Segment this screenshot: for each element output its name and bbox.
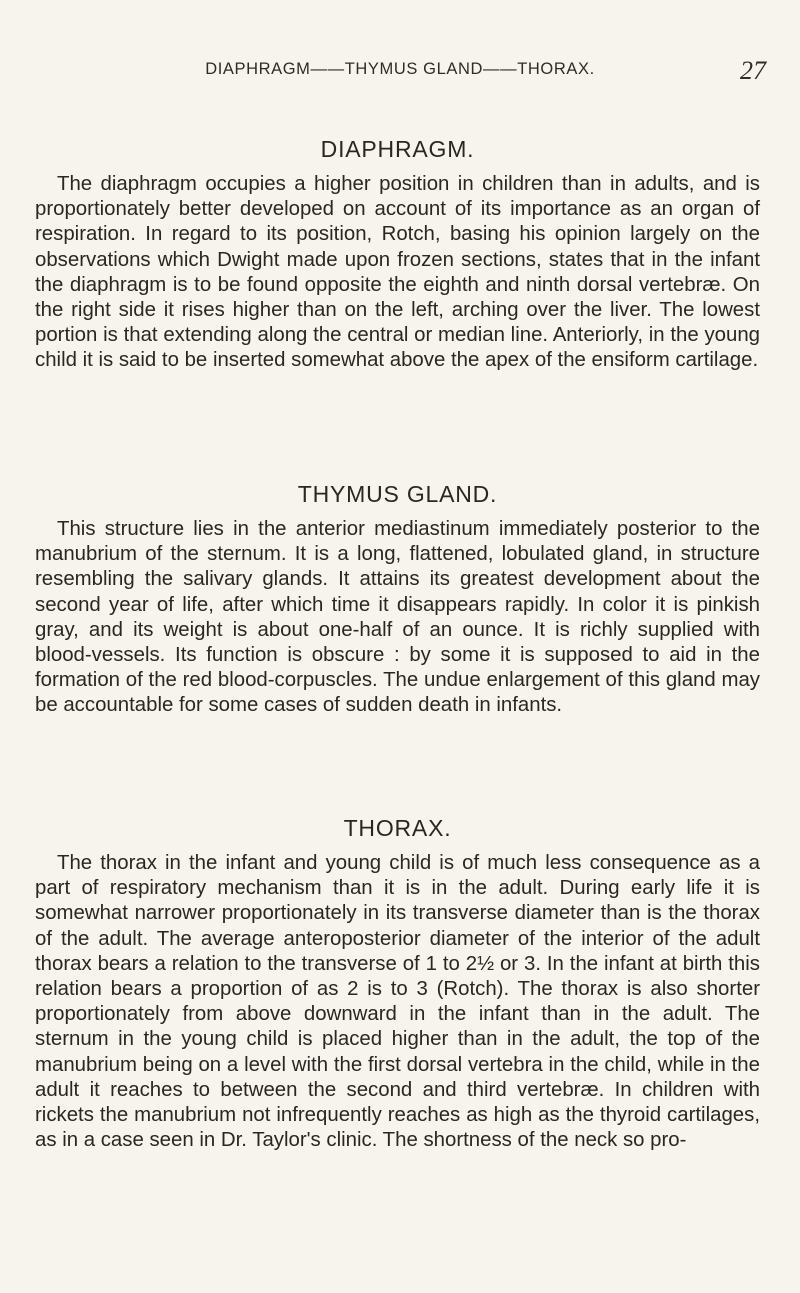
section-thorax <box>35 815 760 1153</box>
section-paragraph: This structure lies in the anterior mediastinum immediately posterior to the manubrium of the sternum. It is a long, flattened, lobulated gland, in structure resembling the salivary glands. It attains its greatest development about the second year of life, after which time it disappears rapidly. In color it is pinkish gray, and its weight is about one-half of an ounce. It is richly supplied with blood-vessels. Its function is obscure : by some it is supposed to aid in the formation of the red blood-corpuscles. The undue enlargement of this gland may be accountable for some cases of sudden death in infants. <box>35 518 760 717</box>
page-number: 27 <box>740 56 766 85</box>
section-heading: THYMUS GLAND. <box>297 481 498 507</box>
section-thymus-gland <box>35 481 760 719</box>
running-title: DIAPHRAGM——THYMUS GLAND——THORAX. <box>205 60 595 78</box>
section-diaphragm <box>35 136 760 374</box>
section-heading: DIAPHRAGM. <box>320 136 475 162</box>
section-paragraph: The diaphragm occupies a higher position in children than in adults, and is proportionately better developed on account of its importance as an organ of respiration. In regard to its position, Rotch, basing his opinion largely on the observations which Dwight made upon frozen sections, states that in the infant the diaphragm is to be found opposite the eighth and ninth dorsal vertebræ. On the right side it rises higher than on the left, arching over the liver. The lowest portion is that extending along the central or median line. Anteriorly, in the young child it is said to be inserted somewhat above the apex of the ensiform cartilage. <box>35 173 760 372</box>
running-head <box>0 58 800 86</box>
section-paragraph: The thorax in the infant and young child is of much less consequence as a part of respiratory mechanism than it is in the adult. During early life it is somewhat narrower proportionately in its transverse diameter than is the thorax of the adult. The average anteroposterior diameter of the interior of the adult thorax bears a relation to the transverse of 1 to 2½ or 3. In the infant at birth this relation bears a proportion of as 2 is to 3 (Rotch). The thorax is also shorter proportionately from above downward in the infant than in the adult. The sternum in the young child is placed higher than in the adult, the top of the manubrium being on a level with the first dorsal vertebra in the child, while in the adult it reaches to between the second and third vertebræ. In children with rickets the manubrium not infrequently reaches as high as the thyroid cartilages, as in a case seen in Dr. Taylor's clinic. The shortness of the neck so pro- <box>35 852 760 1152</box>
section-heading: THORAX. <box>343 815 452 841</box>
